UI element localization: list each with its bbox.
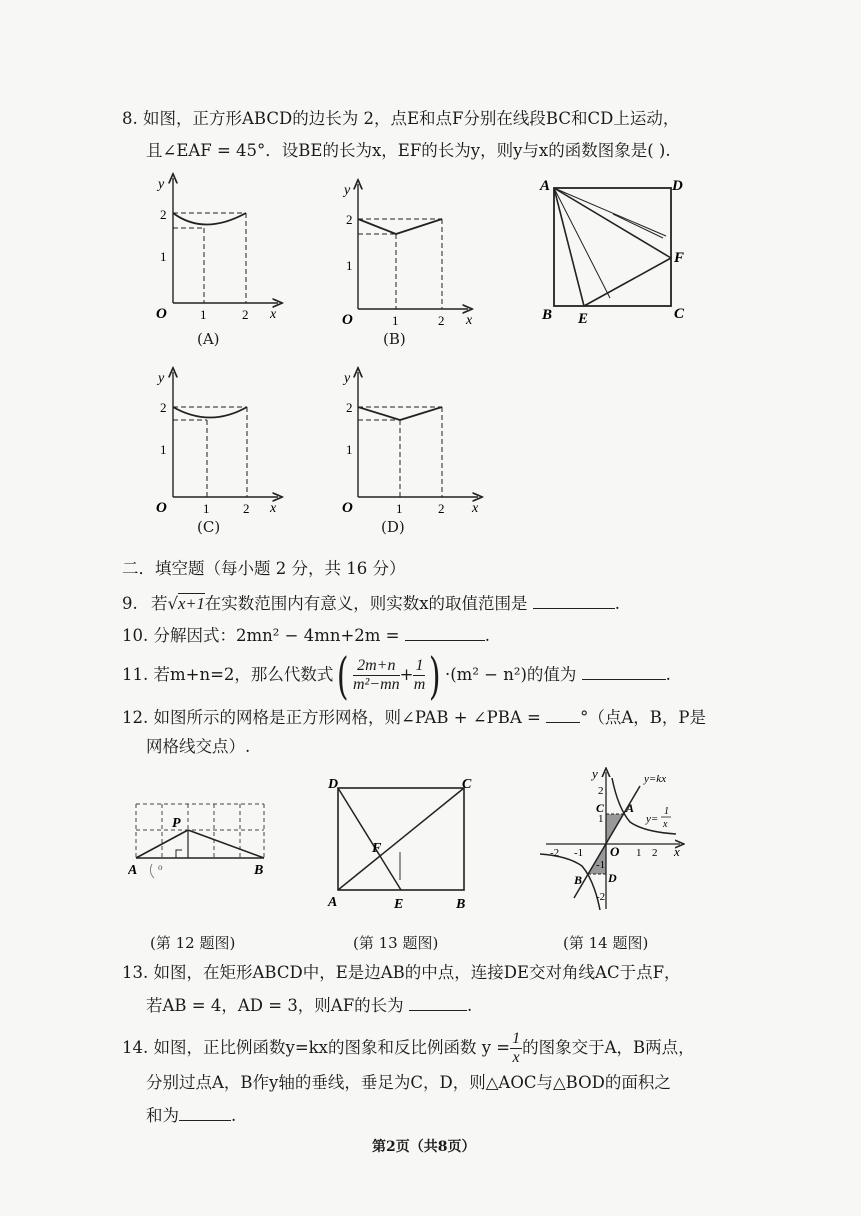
graph-a [148,168,288,328]
label-a: A [128,863,138,878]
q14-end: . [231,1106,237,1125]
caption-a: (A) [197,330,220,348]
q10 [122,624,490,647]
label-a: A [626,801,635,815]
frac1-numerator: 2m+n [353,657,400,676]
function-curve [173,213,246,225]
q13-end: . [466,996,473,1015]
y-label: y [592,766,598,781]
origin-label: O [342,312,353,328]
q13-number: 13. [122,963,149,982]
y-label: y [344,371,351,386]
tick-2-x: 2 [438,313,445,328]
q10-number: 10. [122,626,149,645]
sqrt-sign: √ [167,594,179,613]
tick-2: 2 [346,400,353,415]
frac1-denominator: m²−mn [352,676,400,693]
tick-2-x: 2 [438,501,445,516]
q11-number: 11. [122,665,149,684]
q12-text: 如图所示的网格是正方形网格，则∠PAB + ∠PBA = [153,708,541,727]
curve-label-den: x [663,819,668,830]
tick-2-x: 2 [242,307,249,322]
x-label: x [270,501,277,516]
q8-line1 [122,108,679,130]
tick-y-neg1: -1 [596,859,606,871]
label-b: B [254,863,264,878]
label-b: B [456,897,466,912]
q13-answer-blank[interactable] [409,994,467,1011]
function-curve [358,219,442,234]
line-label: y=kx [644,773,667,785]
q14-number: 14. [122,1038,149,1057]
q9-end: . [614,594,621,613]
segment-de [338,788,401,890]
x-label: x [472,501,479,516]
q9 [122,592,620,615]
q9-radicand: x+1 [178,594,205,613]
left-paren: ( [337,646,350,705]
q13-line1 [122,962,681,984]
q9-pre: 若 [151,594,168,613]
q10-end: . [484,626,491,645]
grid-lines [136,804,264,858]
label-c: C [462,777,472,792]
label-o: O [610,844,620,859]
pencil-mark: o [158,862,163,872]
tick-x-neg1: -1 [574,847,584,859]
curve-label-pre: y= [646,813,659,825]
graph-b [338,174,478,334]
tick-1-x: 1 [396,501,403,516]
tick-y-2: 2 [598,785,604,797]
frac2-denominator: m [413,676,426,693]
q13-line2 [146,994,472,1017]
curve-label-num: 1 [664,806,669,817]
tick-x-neg2: -2 [550,847,560,859]
label-d: D [328,777,339,792]
label-p: P [172,816,181,831]
label-b: B [542,307,553,323]
q14-answer-blank[interactable] [179,1104,231,1121]
frac2-numerator: 1 [415,657,424,674]
y-label: y [158,371,165,386]
q11-frac2 [413,657,425,694]
x-label: x [466,313,473,328]
frac-denominator: x [512,1049,520,1066]
x-label: x [270,307,277,322]
label-d: D [608,871,617,885]
label-e: E [578,311,589,326]
tick-1: 1 [160,249,167,264]
segment-ef [584,258,671,306]
q8-line2: 且∠EAF = 45°．设BE的长为x，EF的长为y，则y与x的函数图象是( ). [146,141,671,160]
q12-line1 [122,706,706,729]
pencil-mark [150,864,154,878]
square-figure [538,176,698,326]
caption-fig12: (第 12 题图) [150,934,236,952]
right-paren: ) [429,646,442,705]
figure-14 [540,764,690,914]
q12-text-end: °（点A，B，P是 [580,708,706,727]
origin-label: O [156,500,167,516]
label-a: A [540,178,551,194]
q11-answer-blank[interactable] [582,663,666,680]
function-curve [358,407,442,420]
q14-text-post: 的图象交于A，B两点， [522,1038,695,1057]
q10-answer-blank[interactable] [405,624,485,641]
hyperbola-q3 [540,854,600,910]
figure-13 [324,776,484,912]
tick-1-x: 1 [203,501,210,516]
right-angle-mark [176,850,182,858]
q13-text-line2: 若AB = 4，AD = 3，则AF的长为 [146,996,404,1015]
section-title: 二．填空题（每小题 2 分，共 16 分） [122,559,406,578]
q11-mid: ·(m² − n²)的值为 [444,665,577,684]
caption-fig13: (第 13 题图) [353,934,439,952]
tick-1: 1 [346,442,353,457]
q12-line2: 网格线交点）. [146,737,251,756]
frac-numerator: 1 [512,1030,521,1047]
q12-answer-blank[interactable] [546,706,580,723]
caption-b: (B) [383,330,406,348]
diagonal-ac [338,788,464,890]
tick-x-2: 2 [652,847,658,859]
graph-c [148,362,288,522]
q14-text-pre: 如图，正比例函数y=kx的图象和反比例函数 y = [153,1038,511,1057]
page-footer: 第2页（共8页） [372,1139,476,1155]
q12-number: 12. [122,708,149,727]
tick-y-1: 1 [598,813,604,825]
tick-1: 1 [346,258,353,273]
label-f: F [674,250,685,266]
q9-number: 9. [122,594,138,613]
label-f: F [372,841,382,856]
tick-2: 2 [346,212,353,227]
figure-12 [128,802,278,892]
label-c: C [596,801,605,815]
q13-text-line1: 如图，在矩形ABCD中，E是边AB的中点，连接DE交对角线AC于点F， [153,963,681,982]
q14-frac [510,1030,522,1067]
q14-line3 [146,1104,236,1127]
tick-1: 1 [160,442,167,457]
caption-fig14: (第 14 题图) [563,934,649,952]
aux-line [613,214,663,238]
segment-pb [188,830,264,858]
tick-2-x: 2 [243,501,250,516]
tick-2: 2 [160,400,167,415]
tick-2: 2 [160,207,167,222]
q9-answer-blank[interactable] [533,592,615,609]
q8-text-line1: 如图，正方形ABCD的边长为 2，点E和点F分别在线段BC和CD上运动， [143,109,680,128]
function-curve [173,407,247,418]
origin-label: O [156,306,167,322]
y-label: y [158,177,165,192]
label-d: D [672,178,683,194]
q14-line1 [122,1026,695,1070]
graph-d [338,362,488,522]
label-a: A [328,895,338,910]
q11-frac1 [353,657,400,694]
tick-x-1: 1 [636,847,642,859]
q14-line2: 分别过点A，B作y轴的垂线，垂足为C，D，则△AOC与△BOD的面积之 [146,1073,671,1092]
label-b: B [574,873,583,887]
q11-end: . [665,665,671,684]
tick-1-x: 1 [392,313,399,328]
segment-ae [554,188,584,306]
caption-d: (D) [381,518,405,536]
plus-sign: + [399,665,414,684]
tick-1-x: 1 [200,307,207,322]
q14-text-line3: 和为 [146,1106,179,1125]
x-label: x [674,844,680,859]
origin-label: O [342,500,353,516]
q11 [122,646,671,705]
caption-c: (C) [197,518,221,536]
q10-text: 分解因式：2mn² − 4mn+2m = [153,626,400,645]
label-e: E [394,897,404,912]
tick-y-neg2: -2 [596,891,606,903]
y-label: y [344,183,351,198]
aux-line [554,188,666,236]
q11-pre: 若m+n=2，那么代数式 [153,665,334,684]
q8-number: 8. [122,109,138,128]
label-c: C [674,306,685,322]
q9-post: 在实数范围内有意义，则实数x的取值范围是 [204,594,528,613]
